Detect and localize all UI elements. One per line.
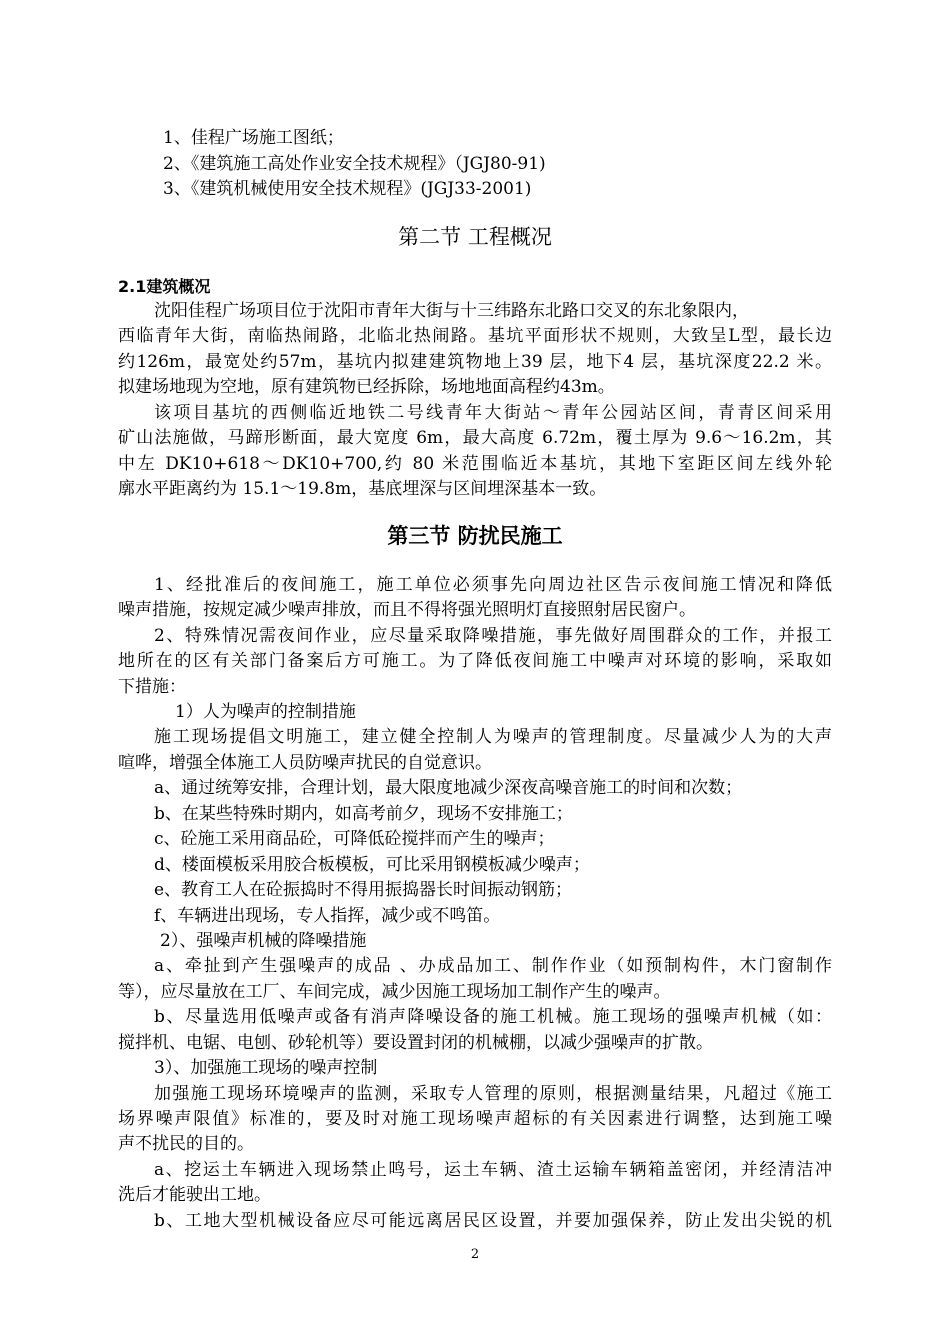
paragraph-line: b、尽量选用低噪声或备有消声降噪设备的施工机械。施工现场的强噪声机械（如： bbox=[154, 1007, 832, 1027]
paragraph-line: 沈阳佳程广场项目位于沈阳市青年大街与十三纬路东北路口交叉的东北象限内， bbox=[154, 301, 749, 321]
paragraph-line: 洗后才能驶出工地。 bbox=[118, 1185, 271, 1205]
paragraph-line: 搅拌机、电锯、电刨、砂轮机等）要设置封闭的机械棚，以减少强噪声的扩散。 bbox=[118, 1033, 713, 1053]
paragraph-line: 1）人为噪声的控制措施 bbox=[175, 702, 356, 722]
paragraph-line: a、挖运土车辆进入现场禁止鸣号，运土车辆、渣土运输车辆箱盖密闭，并经清洁冲 bbox=[154, 1160, 832, 1180]
paragraph-line: 施工现场提倡文明施工，建立健全控制人为噪声的管理制度。尽量减少人为的大声 bbox=[154, 727, 832, 747]
page-number: 2 bbox=[470, 1247, 480, 1262]
paragraph-line: 拟建场地现为空地，原有建筑物已经拆除，场地地面高程约43m。 bbox=[118, 377, 615, 397]
reference-item: 1、佳程广场施工图纸； bbox=[163, 128, 344, 148]
paragraph-line: 地所在的区有关部门备案后方可施工。为了降低夜间施工中噪声对环境的影响，采取如 bbox=[118, 651, 832, 671]
section-heading: 第三节 防扰民施工 bbox=[387, 524, 563, 548]
paragraph-line: e、教育工人在砼振捣时不得用振捣器长时间振动钢筋； bbox=[154, 880, 573, 900]
subsection-heading: 2.1建筑概况 bbox=[118, 277, 211, 296]
paragraph-line: 矿山法施做，马蹄形断面，最大宽度 6m，最大高度 6.72m，覆土厚为 9.6～16.2m，其 bbox=[118, 428, 832, 448]
paragraph-line: a、通过统筹安排，合理计划，最大限度地减少深夜高噪音施工的时间和次数； bbox=[154, 778, 743, 798]
paragraph-line: 下措施： bbox=[118, 677, 186, 697]
paragraph-line: 3）、加强施工现场的噪声控制 bbox=[154, 1058, 378, 1078]
paragraph-line: 西临青年大街，南临热闹路，北临北热闹路。基坑平面形状不规则，大致呈L型，最长边 bbox=[118, 326, 832, 346]
paragraph-line: b、工地大型机械设备应尽可能远离居民区设置，并要加强保养，防止发出尖锐的机 bbox=[154, 1211, 832, 1231]
reference-item: 2、《建筑施工高处作业安全技术规程》（JGJ80-91) bbox=[163, 154, 546, 174]
paragraph-line: 喧哗，增强全体施工人员防噪声扰民的自觉意识。 bbox=[118, 753, 492, 773]
reference-item: 3、《建筑机械使用安全技术规程》(JGJ33-2001) bbox=[163, 179, 532, 199]
paragraph-line: 廓水平距离约为 15.1～19.8m，基底埋深与区间埋深基本一致。 bbox=[118, 479, 607, 499]
paragraph-line: 2、特殊情况需夜间作业，应尽量采取降噪措施，事先做好周围群众的工作，并报工 bbox=[154, 626, 832, 646]
paragraph-line: 场界噪声限值》标准的，要及时对施工现场噪声超标的有关因素进行调整，达到施工噪 bbox=[118, 1109, 832, 1129]
paragraph-line: f、车辆进出现场，专人指挥，减少或不鸣笛。 bbox=[154, 906, 501, 926]
paragraph-line: 1、经批准后的夜间施工，施工单位必须事先向周边社区告示夜间施工情况和降低 bbox=[154, 575, 832, 595]
paragraph-line: 噪声措施，按规定减少噪声排放，而且不得将强光照明灯直接照射居民窗户。 bbox=[118, 600, 696, 620]
paragraph-line: 中左 DK10+618～DK10+700,约 80 米范围临近本基坑，其地下室距区间左线外轮 bbox=[118, 454, 832, 474]
paragraph-line: 声不扰民的目的。 bbox=[118, 1134, 254, 1154]
paragraph-line: 加强施工现场环境噪声的监测，采取专人管理的原则，根据测量结果，凡超过《施工 bbox=[154, 1084, 832, 1104]
paragraph-line: c、砼施工采用商品砼，可降低砼搅拌而产生的噪声； bbox=[154, 829, 555, 849]
paragraph-line: d、楼面模板采用胶合板模板，可比采用钢模板减少噪声； bbox=[154, 855, 590, 875]
section-heading: 第二节 工程概况 bbox=[398, 225, 552, 249]
paragraph-line: a、牵扯到产生强噪声的成品 、办成品加工、制作作业（如预制构件，木门窗制作 bbox=[154, 956, 832, 976]
paragraph-line: 等），应尽量放在工厂、车间完成，减少因施工现场加工制作产生的噪声。 bbox=[118, 982, 671, 1002]
paragraph-line: 约126m，最宽处约57m，基坑内拟建建筑物地上39 层，地下4 层，基坑深度22.2 米。 bbox=[118, 352, 832, 372]
paragraph-line: b、在某些特殊时期内，如高考前夕，现场不安排施工； bbox=[154, 804, 573, 824]
paragraph-line: 2）、强噪声机械的降噪措施 bbox=[160, 931, 367, 951]
paragraph-line: 该项目基坑的西侧临近地铁二号线青年大街站～青年公园站区间，青青区间采用 bbox=[154, 403, 832, 423]
